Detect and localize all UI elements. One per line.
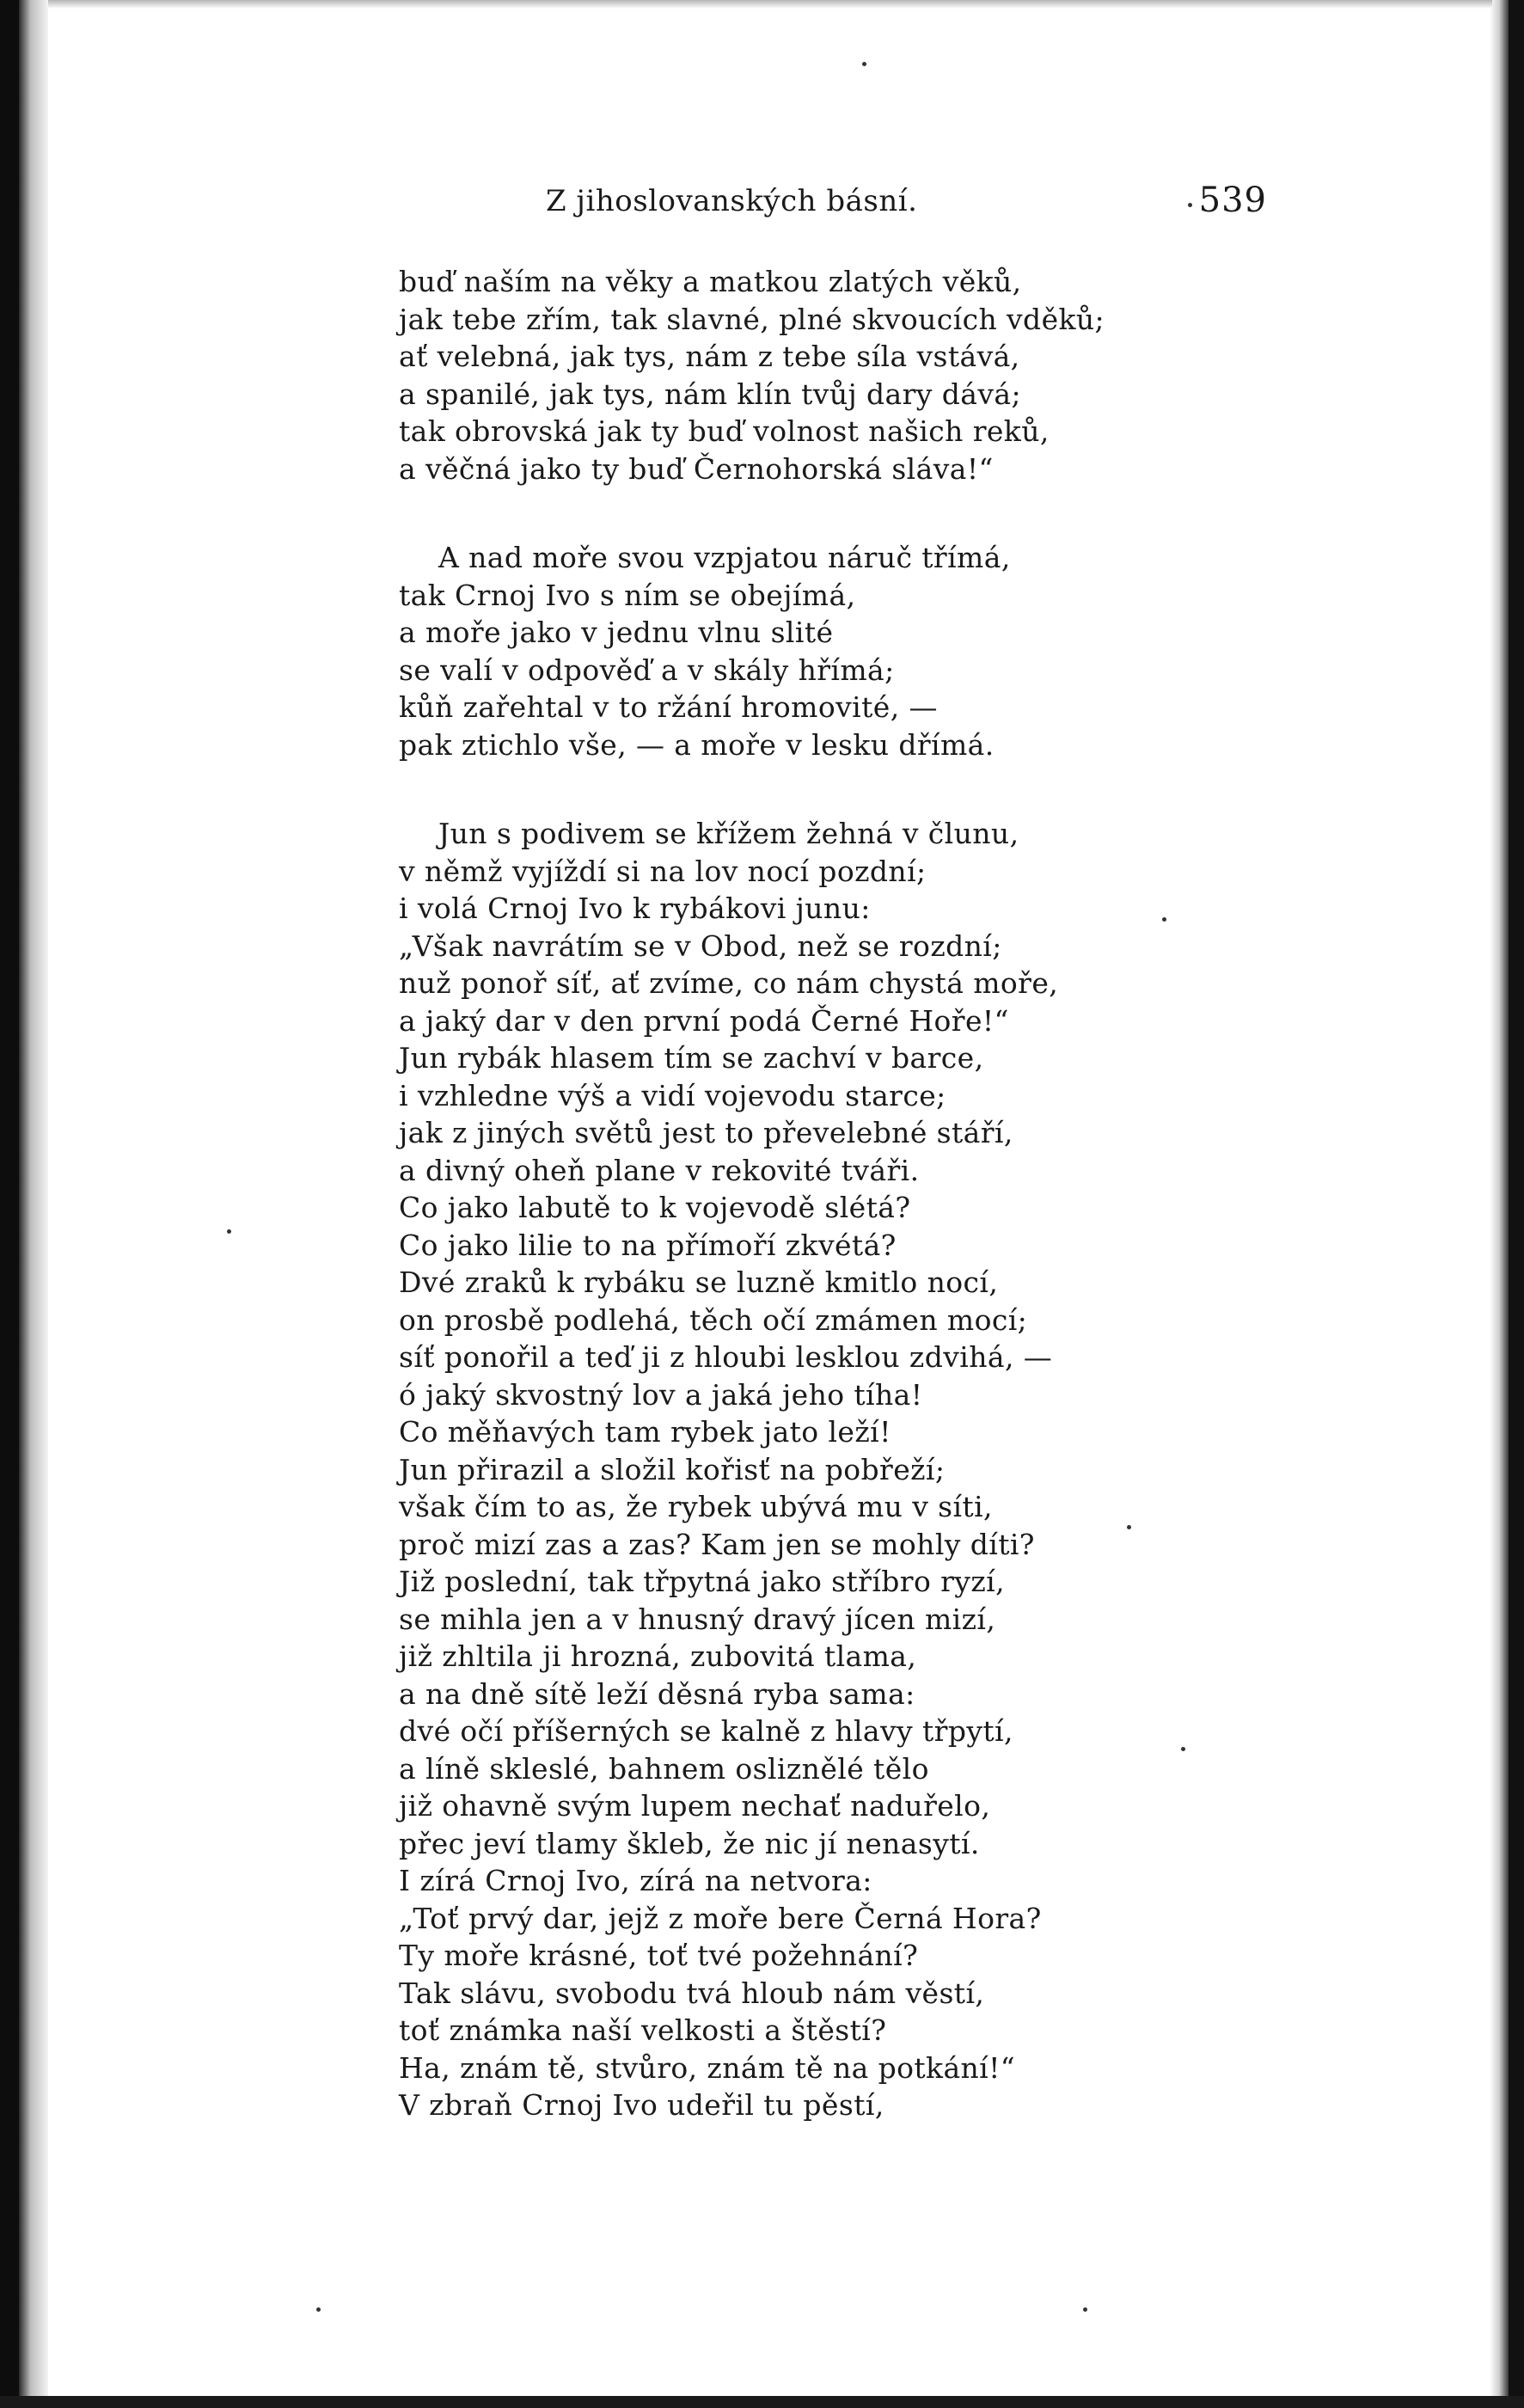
verse-line: Ty moře krásné, toť tvé požehnání? bbox=[399, 1939, 919, 1972]
verse-line: buď naším na věky a matkou zlatých věků, bbox=[399, 265, 1022, 298]
verse-line: Již poslední, tak třpytná jako stříbro ryzí, bbox=[399, 1565, 1005, 1598]
verse-line: Jun rybák hlasem tím se zachví v barce, bbox=[399, 1041, 984, 1075]
verse-line: dvé očí příšerných se kalně z hlavy třpytí, bbox=[399, 1714, 1013, 1748]
verse-line: ó jaký skvostný lov a jaká jeho tíha! bbox=[399, 1377, 923, 1412]
verse-line: „Však navrátím se v Obod, než se rozdní; bbox=[399, 928, 1002, 963]
verse-line: již ohavně svým lupem nechať naduřelo, bbox=[399, 1789, 991, 1823]
running-title: Z jihoslovanských básní. bbox=[546, 184, 918, 218]
verse-line: již zhltila ji hrozná, zubovitá tlama, bbox=[399, 1639, 917, 1673]
scan-edge-top bbox=[48, 0, 1492, 9]
verse-line: Jun přirazil a složil kořisť na pobřeží; bbox=[399, 1452, 946, 1486]
print-speck bbox=[1083, 2307, 1087, 2312]
print-speck bbox=[1127, 1525, 1131, 1529]
scan-shadow-right bbox=[1490, 0, 1509, 2408]
verse-line: „Toť prvý dar, jejž z moře bere Černá Hora? bbox=[399, 1901, 1042, 1935]
verse-line: tak Crnoj Ivo s ním se obejímá, bbox=[399, 578, 856, 612]
verse-line: Co jako labutě to k vojevodě slétá? bbox=[399, 1191, 911, 1224]
verse-line: se mihla jen a v hnusný dravý jícen mizí, bbox=[399, 1602, 996, 1636]
stanza-3 bbox=[399, 815, 1362, 2124]
verse-line: Ha, znám tě, stvůro, znám tě na potkání!“ bbox=[399, 2050, 1016, 2085]
scan-edge-right bbox=[1509, 0, 1524, 2408]
scan-edge-bottom bbox=[0, 2396, 1524, 2408]
verse-line: a na dně sítě leží děsná ryba sama: bbox=[399, 1676, 915, 1711]
print-speck bbox=[1162, 917, 1166, 922]
verse-line: přec jeví tlamy škleb, že nic jí nenasytí. bbox=[399, 1826, 980, 1860]
stanza-2 bbox=[399, 539, 1362, 763]
page-header bbox=[395, 181, 1267, 232]
verse-line: a věčná jako ty buď Černohorská sláva!“ bbox=[399, 451, 994, 486]
verse-line: ať velebná, jak tys, nám z tebe síla vstává, bbox=[399, 340, 1020, 373]
verse-line: se valí v odpověď a v skály hřímá; bbox=[399, 653, 895, 687]
page-number: 539 bbox=[1198, 181, 1267, 220]
verse-line: proč mizí zas a zas? Kam jen se mohly díti? bbox=[399, 1527, 1035, 1561]
verse-line: a jaký dar v den první podá Černé Hoře!“ bbox=[399, 1003, 1009, 1038]
verse-line: a moře jako v jednu vlnu slité bbox=[399, 616, 834, 649]
verse-line: V zbraň Crnoj Ivo udeřil tu pěstí, bbox=[399, 2088, 884, 2122]
verse-line: toť známka naší velkosti a štěstí? bbox=[399, 2013, 887, 2047]
print-speck bbox=[1181, 1747, 1185, 1751]
scan-shadow-left bbox=[19, 0, 48, 2408]
verse-line: však čím to as, že rybek ubývá mu v síti, bbox=[399, 1490, 993, 1523]
verse-line: a líně skleslé, bahnem osliznělé tělo bbox=[399, 1751, 929, 1786]
verse-line: on prosbě podlehá, těch očí zmámen mocí; bbox=[399, 1302, 1028, 1337]
verse-line: Jun s podivem se křížem žehná v člunu, bbox=[438, 817, 1019, 850]
verse-line: nuž ponoř síť, ať zvíme, co nám chystá moře, bbox=[399, 966, 1059, 1000]
verse-line: i vzhledne výš a vidí vojevodu starce; bbox=[399, 1078, 946, 1112]
print-speck bbox=[316, 2307, 321, 2312]
verse-line: Dvé zraků k rybáku se luzně kmitlo nocí, bbox=[399, 1265, 999, 1299]
print-speck bbox=[862, 62, 866, 66]
verse-line: tak obrovská jak ty buď volnost našich reků, bbox=[399, 414, 1050, 448]
verse-line: síť ponořil a teď ji z hloubi lesklou zdvihá, — bbox=[399, 1340, 1053, 1374]
verse-line: pak ztichlo vše, — a moře v lesku dřímá. bbox=[399, 727, 995, 762]
scan-edge-left bbox=[0, 0, 19, 2408]
verse-line: I zírá Crnoj Ivo, zírá na netvora: bbox=[399, 1864, 872, 1897]
poem-body bbox=[399, 263, 1362, 2176]
verse-line: v němž vyjíždí si na lov nocí pozdní; bbox=[399, 854, 927, 888]
verse-line: a divný oheň plane v rekovité tváři. bbox=[399, 1153, 920, 1187]
verse-line: kůň zařehtal v to ržání hromovité, — bbox=[399, 690, 938, 724]
verse-line: i volá Crnoj Ivo k rybákovi junu: bbox=[399, 892, 871, 925]
verse-line: Tak slávu, svobodu tvá hloub nám věstí, bbox=[399, 1976, 985, 2010]
print-speck bbox=[1188, 203, 1192, 207]
verse-line: Co měňavých tam rybek jato leží! bbox=[399, 1415, 891, 1449]
verse-line: Co jako lilie to na přímoří zkvétá? bbox=[399, 1228, 897, 1262]
print-speck bbox=[227, 1229, 231, 1234]
verse-line: jak tebe zřím, tak slavné, plné skvoucích vděků; bbox=[399, 302, 1105, 336]
verse-line: a spanilé, jak tys, nám klín tvůj dary dává; bbox=[399, 377, 1021, 411]
stanza-1 bbox=[399, 263, 1362, 487]
verse-line: A nad moře svou vzpjatou náruč třímá, bbox=[438, 541, 1011, 574]
verse-line: jak z jiných světů jest to převelebné stáří, bbox=[399, 1116, 1013, 1149]
